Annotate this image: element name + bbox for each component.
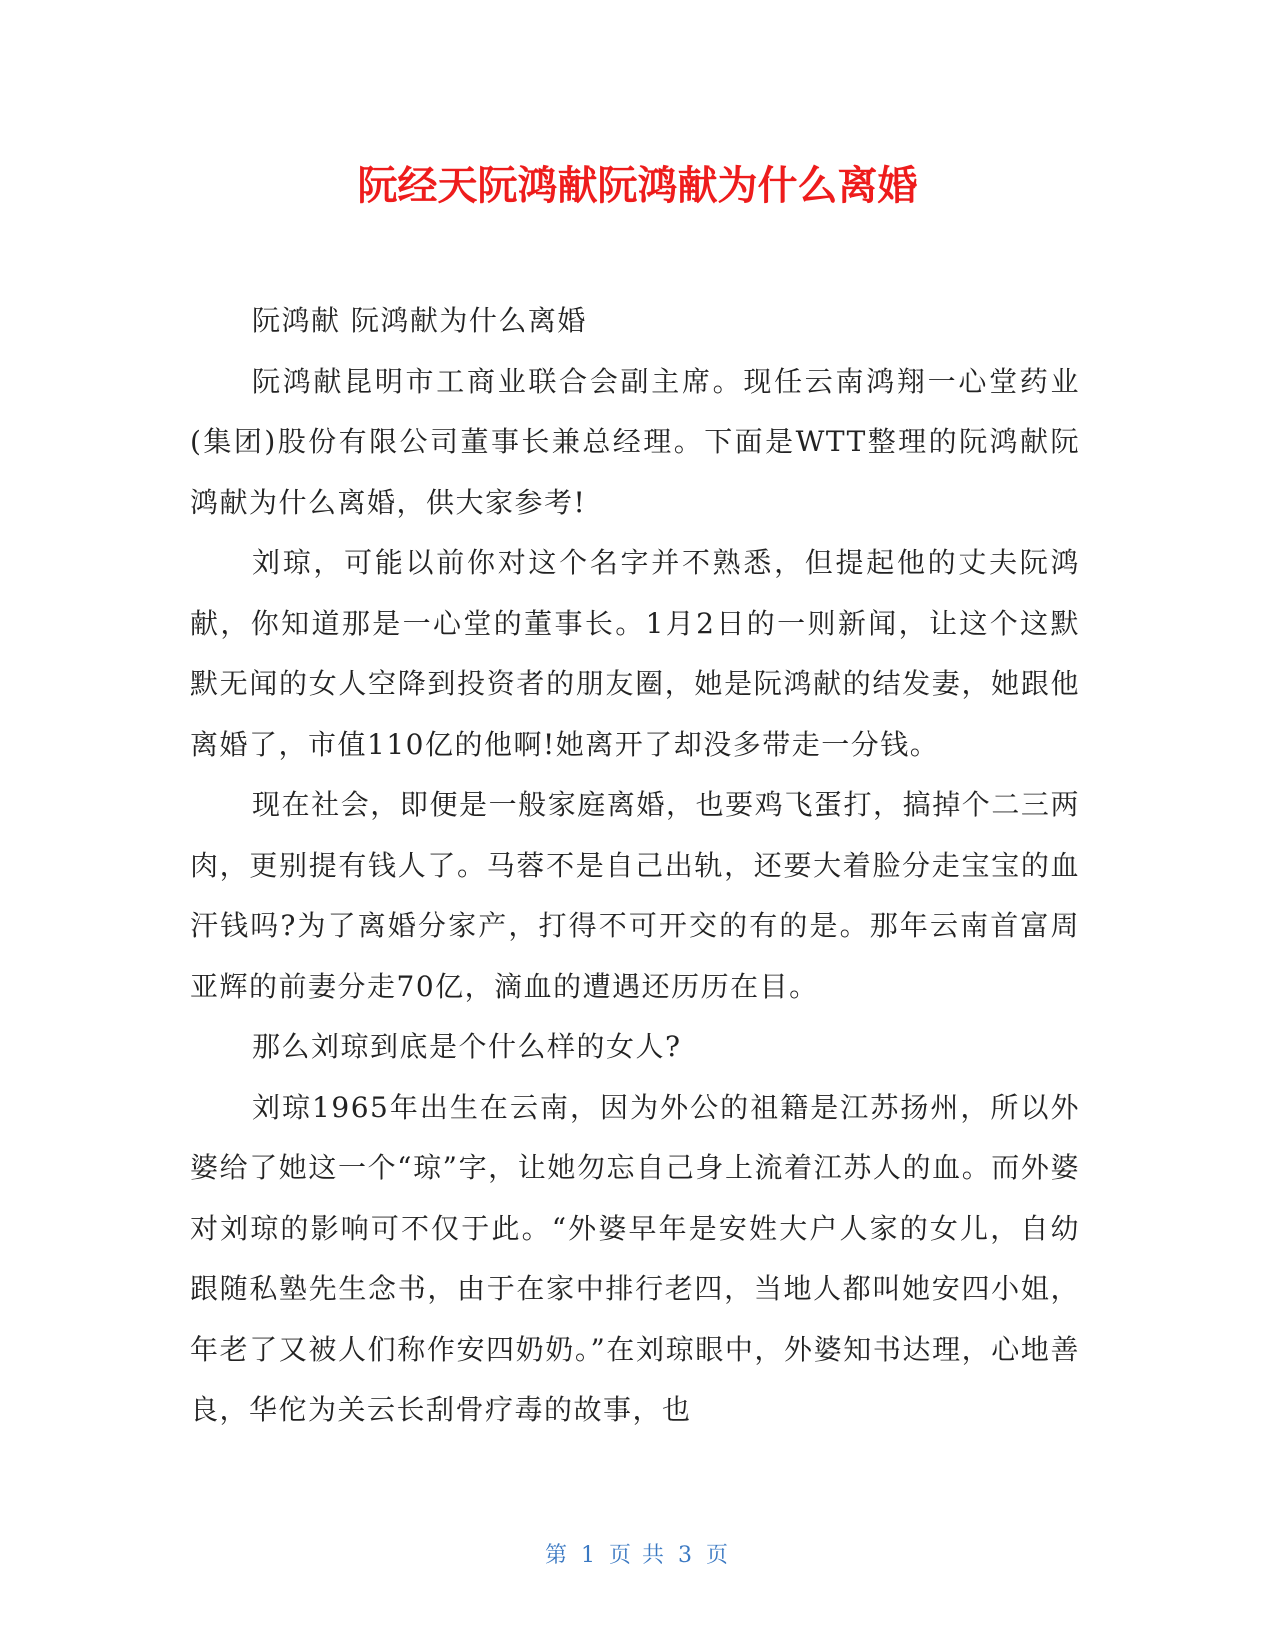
document-title: 阮经天阮鸿献阮鸿献为什么离婚 <box>357 163 918 209</box>
paragraph-society: 现在社会，即便是一般家庭离婚，也要鸡飞蛋打，搞掉个二三两肉，更别提有钱人了。马蓉不是自己出轨，还要大着脸分走宝宝的血汗钱吗?为了离婚分家产，打得不可开交的有的是。那年云南首富周亚辉的前妻分走70亿，滴血的遭遇还历历在目。 <box>190 788 1080 1003</box>
paragraph-background: 刘琼1965年出生在云南，因为外公的祖籍是江苏扬州，所以外婆给了她这一个“琼”字，让她勿忘自己身上流着江苏人的血。而外婆对刘琼的影响可不仅于此。“外婆早年是安姓大户人家的女儿，自幼跟随私塾先生念书，由于在家中排行老四，当地人都叫她安四小姐，年老了又被人们称作安四奶奶。”在刘琼眼中，外婆知书达理，心地善良，华佗为关云长刮骨疗毒的故事，也 <box>190 1090 1080 1426</box>
document-body <box>190 291 1080 1441</box>
footer-current-page: 1 <box>581 1543 597 1568</box>
paragraph-liu-qiong: 刘琼，可能以前你对这个名字并不熟悉，但提起他的丈夫阮鸿献，你知道那是一心堂的董事长。1月2日的一则新闻，让这个这默默无闻的女人空降到投资者的朋友圈，她是阮鸿献的结发妻，她跟他离婚了，市值110亿的他啊!她离开了却没多带走一分钱。 <box>190 546 1080 761</box>
footer-prefix: 第 <box>544 1543 569 1568</box>
footer-middle: 页 共 <box>609 1543 666 1568</box>
page-footer <box>0 1538 1275 1569</box>
paragraph-question: 那么刘琼到底是个什么样的女人? <box>252 1030 682 1063</box>
paragraph-intro: 阮鸿献昆明市工商业联合会副主席。现任云南鸿翔一心堂药业(集团)股份有限公司董事长兼总经理。下面是WTT整理的阮鸿献阮鸿献为什么离婚，供大家参考! <box>190 364 1080 519</box>
footer-suffix: 页 <box>706 1543 731 1568</box>
paragraph-subtitle: 阮鸿献 阮鸿献为什么离婚 <box>252 304 587 337</box>
footer-total-pages: 3 <box>678 1543 694 1568</box>
